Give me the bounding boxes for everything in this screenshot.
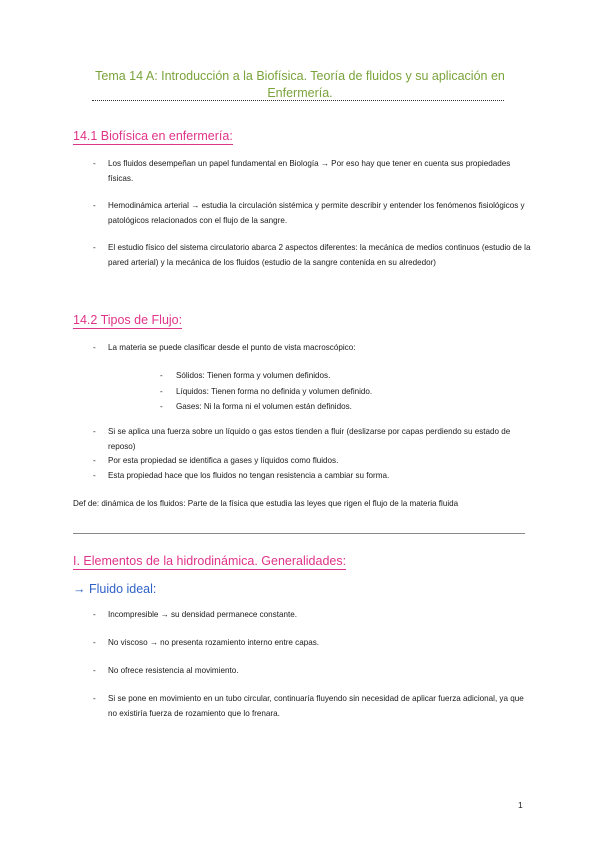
bullet-dash: -: [93, 201, 96, 210]
horizontal-rule: [73, 533, 525, 534]
sub-list-item: - Líquidos: Tienen forma no definida y volumen definido.: [160, 387, 373, 396]
list-item: - Por esta propiedad se identifica a gases y líquidos como fluidos.: [93, 454, 533, 469]
bullet-dash: -: [93, 666, 96, 675]
page-number: 1: [518, 800, 523, 810]
list-item: - Los fluidos desempeñan un papel fundamental en Biología → Por eso hay que tener en cuenta sus propiedades físicas.: [93, 159, 511, 183]
list-item: - Si se pone en movimiento en un tubo circular, continuaría fluyendo sin necesidad de aplicar fuerza adicional, ya que no existiría fuerza de rozamiento que lo frenara.: [93, 694, 524, 718]
definition-line: Def de: dinámica de los fluidos: Parte de la física que estudia las leyes que rigen el flujo de la materia fluida: [73, 499, 459, 508]
bullet-dash: -: [93, 456, 96, 465]
list-item: - El estudio físico del sistema circulatorio abarca 2 aspectos diferentes: la mecánica de medios continuos (estudio de la pared arterial) y la mecánica de los fluidos (estudio de la sangre contenida en su alrededor): [93, 243, 531, 267]
list-item: - La materia se puede clasificar desde el punto de vista macroscópico:: [93, 341, 533, 356]
document-title: Tema 14 A: Introducción a la Biofísica. Teoría de fluidos y su aplicación en Enfermería.: [95, 69, 505, 100]
list-item: - Incompresible → su densidad permanece constante.: [93, 608, 533, 623]
bullet-dash: -: [160, 387, 163, 396]
list-item: - Si se aplica una fuerza sobre un líquido o gas estos tienden a fluir (deslizarse por capas perdiendo su estado de reposo): [93, 427, 511, 451]
list-item: - Hemodinámica arterial → estudia la circulación sistémica y permite describir y entender los fenómenos fisiológicos y patológicos relacionados con el flujo de la sangre.: [93, 201, 525, 225]
bullet-dash: -: [160, 371, 163, 380]
section-heading-biofisica: 14.1 Biofísica en enfermería:: [73, 129, 233, 143]
sub-list-item: - Gases: Ni la forma ni el volumen están definidos.: [160, 402, 352, 411]
section-heading-tipos-flujo: 14.2 Tipos de Flujo:: [73, 313, 183, 327]
sub-list-item: - Sólidos: Tienen forma y volumen definidos.: [160, 371, 331, 380]
list-item: - No ofrece resistencia al movimiento.: [93, 664, 533, 679]
bullet-dash: -: [93, 638, 96, 647]
dotted-separator: [92, 100, 504, 101]
bullet-dash: -: [93, 159, 96, 168]
bullet-dash: -: [93, 610, 96, 619]
bullet-dash: -: [160, 402, 163, 411]
subheading-fluido-ideal: → Fluido ideal:: [73, 582, 157, 596]
bullet-dash: -: [93, 471, 96, 480]
bullet-dash: -: [93, 427, 96, 436]
bullet-dash: -: [93, 694, 96, 703]
bullet-dash: -: [93, 343, 96, 352]
list-item: - No viscoso → no presenta rozamiento interno entre capas.: [93, 636, 533, 651]
bullet-dash: -: [93, 243, 96, 252]
list-item: - Esta propiedad hace que los fluidos no tengan resistencia a cambiar su forma.: [93, 469, 533, 484]
section-heading-hidrodinamica: I. Elementos de la hidrodinámica. Generalidades:: [73, 554, 347, 568]
